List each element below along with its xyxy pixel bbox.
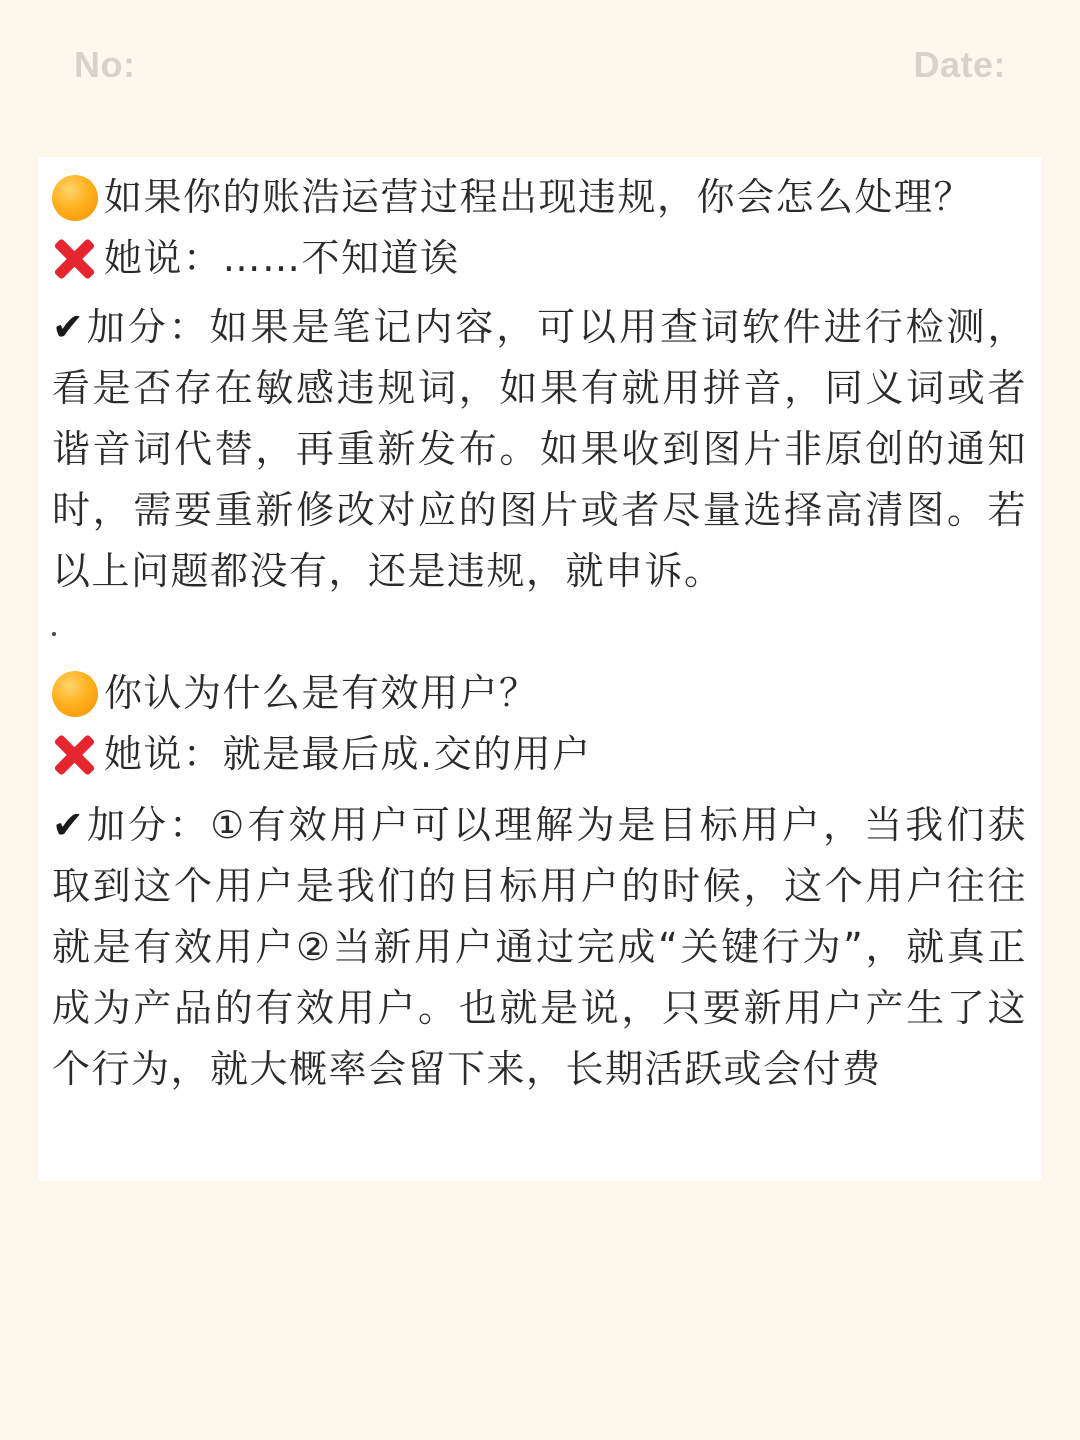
no-label: No: (74, 44, 136, 85)
answer-2-text: 她说：就是最后成.交的用户 (104, 732, 592, 776)
cross-mark-icon (52, 237, 96, 281)
bonus-2-text: 加分：①有效用户可以理解为是目标用户，当我们获取到这个用户是我们的目标用户的时候，这个用户往往就是有效用户②当新用户通过完成“关键行为”，就真正成为产品的有效用户。也就是说，只要新用户产生了这个行为，就大概率会留下来，长期活跃或会付费 (52, 803, 1027, 1091)
question-2-text: 你认为什么是有效用户？ (104, 671, 539, 715)
separator-dot (52, 632, 56, 636)
answer-1 (52, 228, 1027, 289)
check-mark-icon: ✔ (52, 305, 86, 349)
date-label: Date: (913, 44, 1006, 85)
orange-circle-icon (52, 671, 98, 717)
question-2 (52, 663, 1027, 724)
cross-mark-icon (52, 733, 96, 777)
separator-line (52, 602, 1027, 663)
bonus-1 (52, 297, 1027, 602)
question-1 (52, 167, 1027, 228)
note-card (38, 157, 1042, 1181)
answer-2 (52, 724, 1027, 785)
check-mark-icon: ✔ (52, 803, 86, 847)
question-1-text: 如果你的账浩运营过程出现违规，你会怎么处理？ (104, 175, 974, 219)
note-content (52, 167, 1027, 1100)
bonus-2 (52, 795, 1027, 1100)
orange-circle-icon (52, 175, 98, 221)
bonus-1-text: 加分：如果是笔记内容，可以用查词软件进行检测，看是否存在敏感违规词，如果有就用拼音，同义词或者谐音词代替，再重新发布。如果收到图片非原创的通知时，需要重新修改对应的图片或者尽量选择高清图。若以上问题都没有，还是违规，就申诉。 (52, 305, 1027, 593)
answer-1-text: 她说：……不知道诶 (104, 236, 460, 280)
